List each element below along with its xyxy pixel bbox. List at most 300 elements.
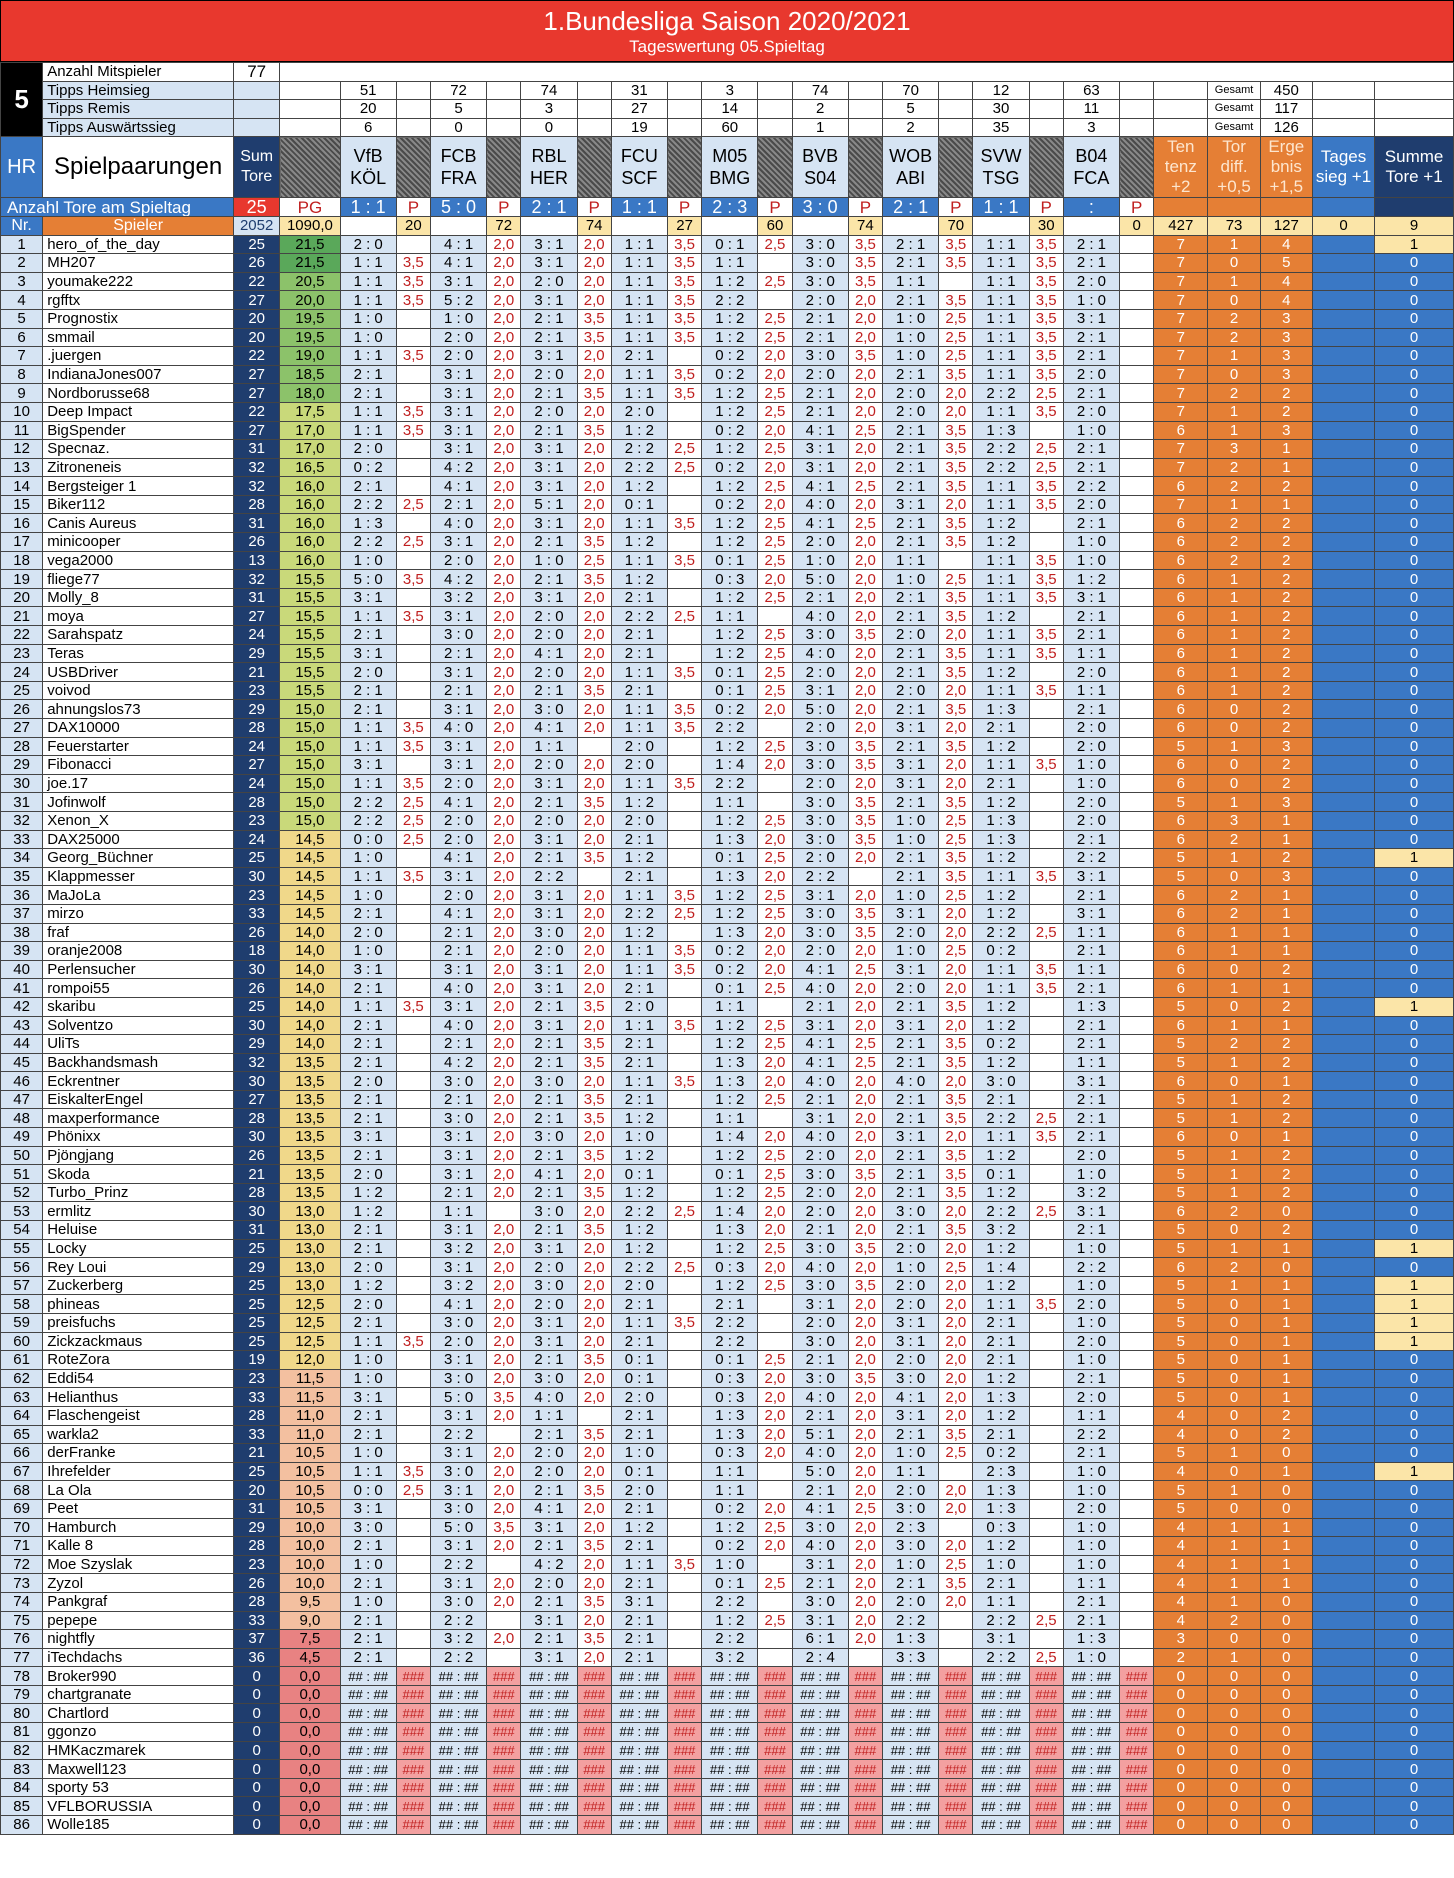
tip-score: 2 : 0: [611, 756, 667, 775]
tip-points: ###: [848, 1741, 882, 1760]
home-team: FCU: [620, 146, 658, 167]
summe-points: 0: [1375, 1741, 1454, 1760]
away-team: S04: [804, 168, 837, 189]
tip-score: ## : ##: [430, 1778, 486, 1797]
tip-score: 2 : 0: [430, 347, 486, 366]
sum-header: Sum Tore: [234, 137, 280, 198]
player-name: Eckrentner: [43, 1072, 234, 1091]
tendenz-points: 0: [1154, 1741, 1208, 1760]
tip-points: 3,5: [668, 328, 702, 347]
sum-goals: 33: [234, 1388, 280, 1407]
tagessieg-points: [1312, 1648, 1374, 1667]
tip-score: 0 : 1: [611, 1351, 667, 1370]
tip-points: 2,0: [487, 960, 521, 979]
table-row: [1, 1332, 1454, 1351]
summe-points: 0: [1375, 1667, 1454, 1686]
table-row: [1, 1630, 1454, 1649]
tip-points: 2,5: [758, 1239, 792, 1258]
player-name: derFranke: [43, 1444, 234, 1463]
tip-score: 1 : 2: [340, 1202, 396, 1221]
tip-score: 1 : 1: [973, 272, 1029, 291]
tip-score: 2 : 1: [792, 309, 848, 328]
tip-score: 4 : 1: [430, 254, 486, 273]
total-points: 13,5: [280, 1072, 340, 1091]
tip-score: 3 : 0: [521, 700, 577, 719]
tip-points: [668, 737, 702, 756]
summe-points: 1: [1375, 235, 1454, 254]
sum-goals: 29: [234, 700, 280, 719]
tip-points: 2,5: [668, 904, 702, 923]
rank: 44: [1, 1035, 43, 1054]
tip-points: [1120, 1128, 1154, 1147]
tip-points: 2,5: [758, 384, 792, 403]
tagessieg-points: [1312, 1165, 1374, 1184]
tip-score: 2 : 1: [882, 737, 938, 756]
tip-score: 2 : 2: [340, 811, 396, 830]
tip-score: 1 : 3: [973, 1481, 1029, 1500]
tip-points: [668, 1444, 702, 1463]
tip-score: 1 : 3: [702, 867, 758, 886]
tip-score: 1 : 0: [611, 1444, 667, 1463]
table-row: [1, 1574, 1454, 1593]
player-name: MaJoLa: [43, 886, 234, 905]
ergebnis-points: 1: [1260, 1369, 1312, 1388]
tip-score: 2 : 0: [521, 1574, 577, 1593]
tip-score: 3 : 1: [521, 235, 577, 254]
tip-score: 0 : 2: [973, 1444, 1029, 1463]
tendenz-points: 6: [1154, 1128, 1208, 1147]
tip-score: 2 : 0: [521, 663, 577, 682]
tip-points: 2,0: [487, 365, 521, 384]
spacer: [340, 216, 396, 235]
tip-points: [758, 1592, 792, 1611]
tip-points: ###: [577, 1741, 611, 1760]
tipps-value: 20: [340, 100, 396, 119]
tordiff-points: 1: [1208, 626, 1260, 645]
tip-score: 2 : 1: [882, 1109, 938, 1128]
tip-score: 2 : 1: [521, 849, 577, 868]
tip-score: ## : ##: [521, 1797, 577, 1816]
tip-score: 0 : 2: [702, 700, 758, 719]
tip-points: 2,0: [848, 1202, 882, 1221]
sum-goals: 24: [234, 737, 280, 756]
tendenz-points: 4: [1154, 1425, 1208, 1444]
total-points: 13,5: [280, 1146, 340, 1165]
tip-score: 1 : 2: [611, 793, 667, 812]
tip-score: 2 : 0: [882, 979, 938, 998]
tip-score: 2 : 1: [882, 1165, 938, 1184]
match-result: 2 : 1: [882, 198, 938, 217]
sum-goals: 30: [234, 1202, 280, 1221]
tip-score: 1 : 3: [973, 421, 1029, 440]
tip-score: 4 : 0: [792, 979, 848, 998]
tordiff-points: 1: [1208, 402, 1260, 421]
ergebnis-points: 2: [1260, 644, 1312, 663]
tip-score: 2 : 0: [521, 756, 577, 775]
tip-score: 2 : 2: [973, 923, 1029, 942]
tip-score: 1 : 2: [702, 904, 758, 923]
tip-points: 2,0: [577, 1611, 611, 1630]
tip-points: [396, 1574, 430, 1593]
tip-points: ###: [487, 1667, 521, 1686]
tip-score: 3 : 1: [430, 440, 486, 459]
tip-score: 5 : 0: [430, 1388, 486, 1407]
tip-points: [1120, 1630, 1154, 1649]
tip-points: [577, 1406, 611, 1425]
tip-points: 2,0: [487, 477, 521, 496]
tip-score: 4 : 0: [430, 1016, 486, 1035]
ergebnis-points: 2: [1260, 384, 1312, 403]
tip-points: 2,0: [487, 1053, 521, 1072]
table-row: [1, 588, 1454, 607]
ergebnis-points: 1: [1260, 1574, 1312, 1593]
tip-points: [758, 291, 792, 310]
tip-score: 3 : 1: [882, 1332, 938, 1351]
tip-points: 2,0: [848, 495, 882, 514]
tip-points: 3,5: [668, 309, 702, 328]
tip-points: 2,0: [487, 328, 521, 347]
tip-score: 1 : 1: [340, 291, 396, 310]
tip-score: 3 : 0: [430, 626, 486, 645]
tip-points: 3,5: [577, 997, 611, 1016]
tip-points: 3,5: [939, 421, 973, 440]
tip-points: 2,0: [939, 1314, 973, 1333]
tip-points: 3,5: [848, 756, 882, 775]
tip-score: 2 : 1: [611, 1630, 667, 1649]
summe-points: 0: [1375, 533, 1454, 552]
sum-goals: 30: [234, 960, 280, 979]
tendenz-points: 7: [1154, 235, 1208, 254]
tip-score: 2 : 1: [340, 1109, 396, 1128]
tip-score: 1 : 3: [702, 1072, 758, 1091]
tip-score: 2 : 1: [611, 1537, 667, 1556]
player-name: Peet: [43, 1499, 234, 1518]
player-name: smmail: [43, 328, 234, 347]
tip-score: 1 : 2: [973, 886, 1029, 905]
tendenz-points: 6: [1154, 588, 1208, 607]
tip-score: 1 : 2: [973, 737, 1029, 756]
total-points: 15,0: [280, 756, 340, 775]
tendenz-points: 7: [1154, 254, 1208, 273]
tip-points: ###: [396, 1667, 430, 1686]
tip-points: 3,5: [577, 533, 611, 552]
tip-points: [396, 458, 430, 477]
tip-points: 2,0: [487, 830, 521, 849]
points-label: P: [487, 198, 521, 217]
table-row: [1, 1053, 1454, 1072]
tip-points: 2,0: [939, 1406, 973, 1425]
tip-score: 4 : 0: [792, 1444, 848, 1463]
spacer: [234, 118, 280, 137]
tip-score: 3 : 1: [882, 904, 938, 923]
tip-points: [396, 477, 430, 496]
tip-points: 2,0: [577, 1388, 611, 1407]
tip-score: 2 : 2: [702, 1314, 758, 1333]
tip-score: 3 : 1: [430, 365, 486, 384]
sum-goals: 33: [234, 1611, 280, 1630]
tip-score: 1 : 2: [611, 570, 667, 589]
tip-points: ###: [487, 1741, 521, 1760]
tip-points: 2,5: [758, 477, 792, 496]
tipps-value: 6: [340, 118, 396, 137]
tordiff-points: 0: [1208, 1797, 1260, 1816]
tip-score: 2 : 0: [882, 1592, 938, 1611]
tip-score: 2 : 0: [792, 365, 848, 384]
ergebnis-points: 1: [1260, 1239, 1312, 1258]
ergebnis-points: 3: [1260, 309, 1312, 328]
tip-points: 2,0: [848, 849, 882, 868]
tip-score: 2 : 1: [973, 1332, 1029, 1351]
tagessieg-points: [1312, 551, 1374, 570]
tip-points: 2,0: [487, 1258, 521, 1277]
match-result: 2 : 3: [702, 198, 758, 217]
rank: 46: [1, 1072, 43, 1091]
tip-score: ## : ##: [611, 1797, 667, 1816]
tip-score: ## : ##: [340, 1741, 396, 1760]
tip-points: [668, 1183, 702, 1202]
tip-score: 3 : 1: [430, 663, 486, 682]
tip-points: 3,5: [668, 365, 702, 384]
tagessieg-points: [1312, 1462, 1374, 1481]
rank: 79: [1, 1685, 43, 1704]
summe-points: 0: [1375, 1704, 1454, 1723]
tip-points: [1120, 1146, 1154, 1165]
tip-points: 2,0: [577, 1444, 611, 1463]
tip-points: 2,0: [487, 1165, 521, 1184]
player-name: VFLBORUSSIA: [43, 1797, 234, 1816]
tip-points: 2,0: [848, 1072, 882, 1091]
table-row: [1, 1611, 1454, 1630]
tip-score: 3 : 0: [792, 793, 848, 812]
player-name: nightfly: [43, 1630, 234, 1649]
player-name: oranje2008: [43, 942, 234, 961]
tordiff-points: 1: [1208, 235, 1260, 254]
table-row: [1, 477, 1454, 496]
tip-score: 3 : 0: [792, 1276, 848, 1295]
tip-score: 2 : 1: [521, 1221, 577, 1240]
tendenz-points: 6: [1154, 700, 1208, 719]
tip-score: 1 : 1: [973, 235, 1029, 254]
rank: 80: [1, 1704, 43, 1723]
tip-score: 3 : 2: [430, 588, 486, 607]
tip-points: 3,5: [668, 960, 702, 979]
tip-score: 2 : 2: [1063, 849, 1119, 868]
tip-points: ###: [1120, 1704, 1154, 1723]
tip-points: [396, 384, 430, 403]
summe-points: 0: [1375, 1202, 1454, 1221]
tip-points: 2,0: [939, 626, 973, 645]
tip-points: 2,0: [848, 1592, 882, 1611]
tip-points: 3,5: [1029, 1295, 1063, 1314]
tip-score: 2 : 0: [1063, 495, 1119, 514]
tip-points: ###: [939, 1778, 973, 1797]
total-points: 15,5: [280, 607, 340, 626]
tip-points: 3,5: [577, 328, 611, 347]
total-points: 20,0: [280, 291, 340, 310]
rank: 54: [1, 1221, 43, 1240]
tip-score: 1 : 0: [1063, 1537, 1119, 1556]
tip-points: 2,0: [848, 1425, 882, 1444]
tip-score: 2 : 1: [1063, 235, 1119, 254]
tip-score: 3 : 1: [521, 514, 577, 533]
summe-points: 0: [1375, 328, 1454, 347]
tip-points: [396, 1406, 430, 1425]
tip-points: [1029, 1035, 1063, 1054]
table-row: [1, 309, 1454, 328]
ergebnis-header: Erge bnis +1,5: [1260, 137, 1312, 198]
player-name: Nordborusse68: [43, 384, 234, 403]
tip-points: 2,0: [758, 960, 792, 979]
tip-score: 4 : 1: [430, 904, 486, 923]
tip-score: 1 : 0: [1063, 1518, 1119, 1537]
player-name: moya: [43, 607, 234, 626]
tip-score: 4 : 1: [792, 514, 848, 533]
sum-goals: 31: [234, 440, 280, 459]
tip-points: 3,5: [577, 1035, 611, 1054]
tordiff-points: 2: [1208, 1611, 1260, 1630]
spacer: [939, 81, 973, 100]
tip-points: [396, 886, 430, 905]
tip-points: ###: [668, 1760, 702, 1779]
table-row: [1, 1760, 1454, 1779]
tip-points: 2,5: [668, 1202, 702, 1221]
tip-score: 1 : 3: [340, 514, 396, 533]
tip-points: [758, 719, 792, 738]
tip-score: ## : ##: [340, 1778, 396, 1797]
tordiff-points: 0: [1208, 1723, 1260, 1742]
tip-points: 2,0: [487, 737, 521, 756]
tip-score: 1 : 4: [702, 1202, 758, 1221]
tip-score: 2 : 0: [340, 923, 396, 942]
tip-score: 1 : 1: [973, 495, 1029, 514]
tip-score: 2 : 1: [1063, 1221, 1119, 1240]
tip-score: 3 : 1: [430, 533, 486, 552]
player-name: USBDriver: [43, 663, 234, 682]
tip-points: [577, 737, 611, 756]
away-team: KÖL: [350, 168, 387, 189]
tip-score: 2 : 1: [792, 1406, 848, 1425]
tip-points: [668, 1165, 702, 1184]
tip-score: 2 : 0: [792, 942, 848, 961]
sum-goals: 25: [234, 1314, 280, 1333]
tip-points: 2,5: [758, 811, 792, 830]
summe-points: 0: [1375, 1574, 1454, 1593]
tordiff-points: 1: [1208, 1090, 1260, 1109]
tip-points: 2,0: [848, 1462, 882, 1481]
tip-score: 1 : 0: [882, 347, 938, 366]
tip-points: [668, 1592, 702, 1611]
tip-points: [1029, 1053, 1063, 1072]
tip-points: [1120, 1351, 1154, 1370]
tip-points: ###: [577, 1816, 611, 1835]
tip-score: 1 : 1: [611, 235, 667, 254]
tip-points: 2,0: [487, 514, 521, 533]
ergebnis-points: 1: [1260, 1388, 1312, 1407]
tip-score: ## : ##: [340, 1816, 396, 1835]
rank: 71: [1, 1537, 43, 1556]
tordiff-points: 0: [1208, 1685, 1260, 1704]
table-row: [1, 756, 1454, 775]
tip-score: 3 : 0: [792, 1332, 848, 1351]
tip-points: [758, 793, 792, 812]
tip-score: 2 : 1: [792, 588, 848, 607]
away-team: FRA: [440, 168, 477, 189]
tip-score: 2 : 0: [882, 384, 938, 403]
tip-score: ## : ##: [521, 1741, 577, 1760]
tip-score: 1 : 0: [1063, 774, 1119, 793]
ergebnis-points: 3: [1260, 737, 1312, 756]
table-row: [1, 681, 1454, 700]
player-name: Wolle185: [43, 1816, 234, 1835]
player-name: Specnaz.: [43, 440, 234, 459]
tip-points: 3,5: [939, 1425, 973, 1444]
summe-points: 0: [1375, 607, 1454, 626]
summe-points: 0: [1375, 774, 1454, 793]
tip-score: 4 : 0: [792, 1537, 848, 1556]
tip-points: 2,5: [668, 607, 702, 626]
tip-points: 2,0: [577, 607, 611, 626]
tendenz-points: 4: [1154, 1406, 1208, 1425]
tip-score: 0 : 0: [340, 1481, 396, 1500]
tagessieg-points: [1312, 588, 1374, 607]
tendenz-points: 7: [1154, 291, 1208, 310]
tipps-value: 0: [521, 118, 577, 137]
tip-score: ## : ##: [882, 1778, 938, 1797]
tip-points: 2,5: [1029, 923, 1063, 942]
tip-points: [1120, 1109, 1154, 1128]
player-name: Backhandsmash: [43, 1053, 234, 1072]
player-name: ggonzo: [43, 1723, 234, 1742]
tip-points: [758, 1109, 792, 1128]
tip-points: 3,5: [396, 402, 430, 421]
tip-score: ## : ##: [882, 1667, 938, 1686]
tip-points: [1120, 1518, 1154, 1537]
tagessieg-points: [1312, 719, 1374, 738]
tagessieg-points: [1312, 402, 1374, 421]
table-row: [1, 570, 1454, 589]
table-row: [1, 1314, 1454, 1333]
tip-points: 2,0: [848, 1555, 882, 1574]
tip-score: 1 : 1: [702, 254, 758, 273]
tip-score: 4 : 0: [792, 495, 848, 514]
tip-score: 3 : 1: [521, 904, 577, 923]
tip-score: ## : ##: [702, 1778, 758, 1797]
ergebnis-points: 2: [1260, 997, 1312, 1016]
tip-score: 3 : 1: [1063, 309, 1119, 328]
tip-points: 2,5: [848, 960, 882, 979]
sum-goals: 24: [234, 774, 280, 793]
total-points: 10,0: [280, 1537, 340, 1556]
tip-score: 2 : 0: [882, 1481, 938, 1500]
tip-points: [668, 1574, 702, 1593]
tordiff-points: 1: [1208, 737, 1260, 756]
tip-points: 3,5: [939, 514, 973, 533]
rank: 25: [1, 681, 43, 700]
tip-points: 2,0: [848, 1611, 882, 1630]
tip-score: 2 : 1: [430, 1183, 486, 1202]
tip-points: 3,5: [487, 1388, 521, 1407]
ergebnis-points: 0: [1260, 1630, 1312, 1649]
tip-score: 4 : 1: [882, 1388, 938, 1407]
tendenz-points: 7: [1154, 384, 1208, 403]
tip-score: 1 : 1: [973, 1295, 1029, 1314]
tip-score: 1 : 2: [973, 997, 1029, 1016]
tendenz-points: 6: [1154, 904, 1208, 923]
tip-points: 2,0: [848, 1388, 882, 1407]
tip-score: 4 : 1: [521, 1499, 577, 1518]
tip-points: [1120, 737, 1154, 756]
tip-points: [396, 1221, 430, 1240]
